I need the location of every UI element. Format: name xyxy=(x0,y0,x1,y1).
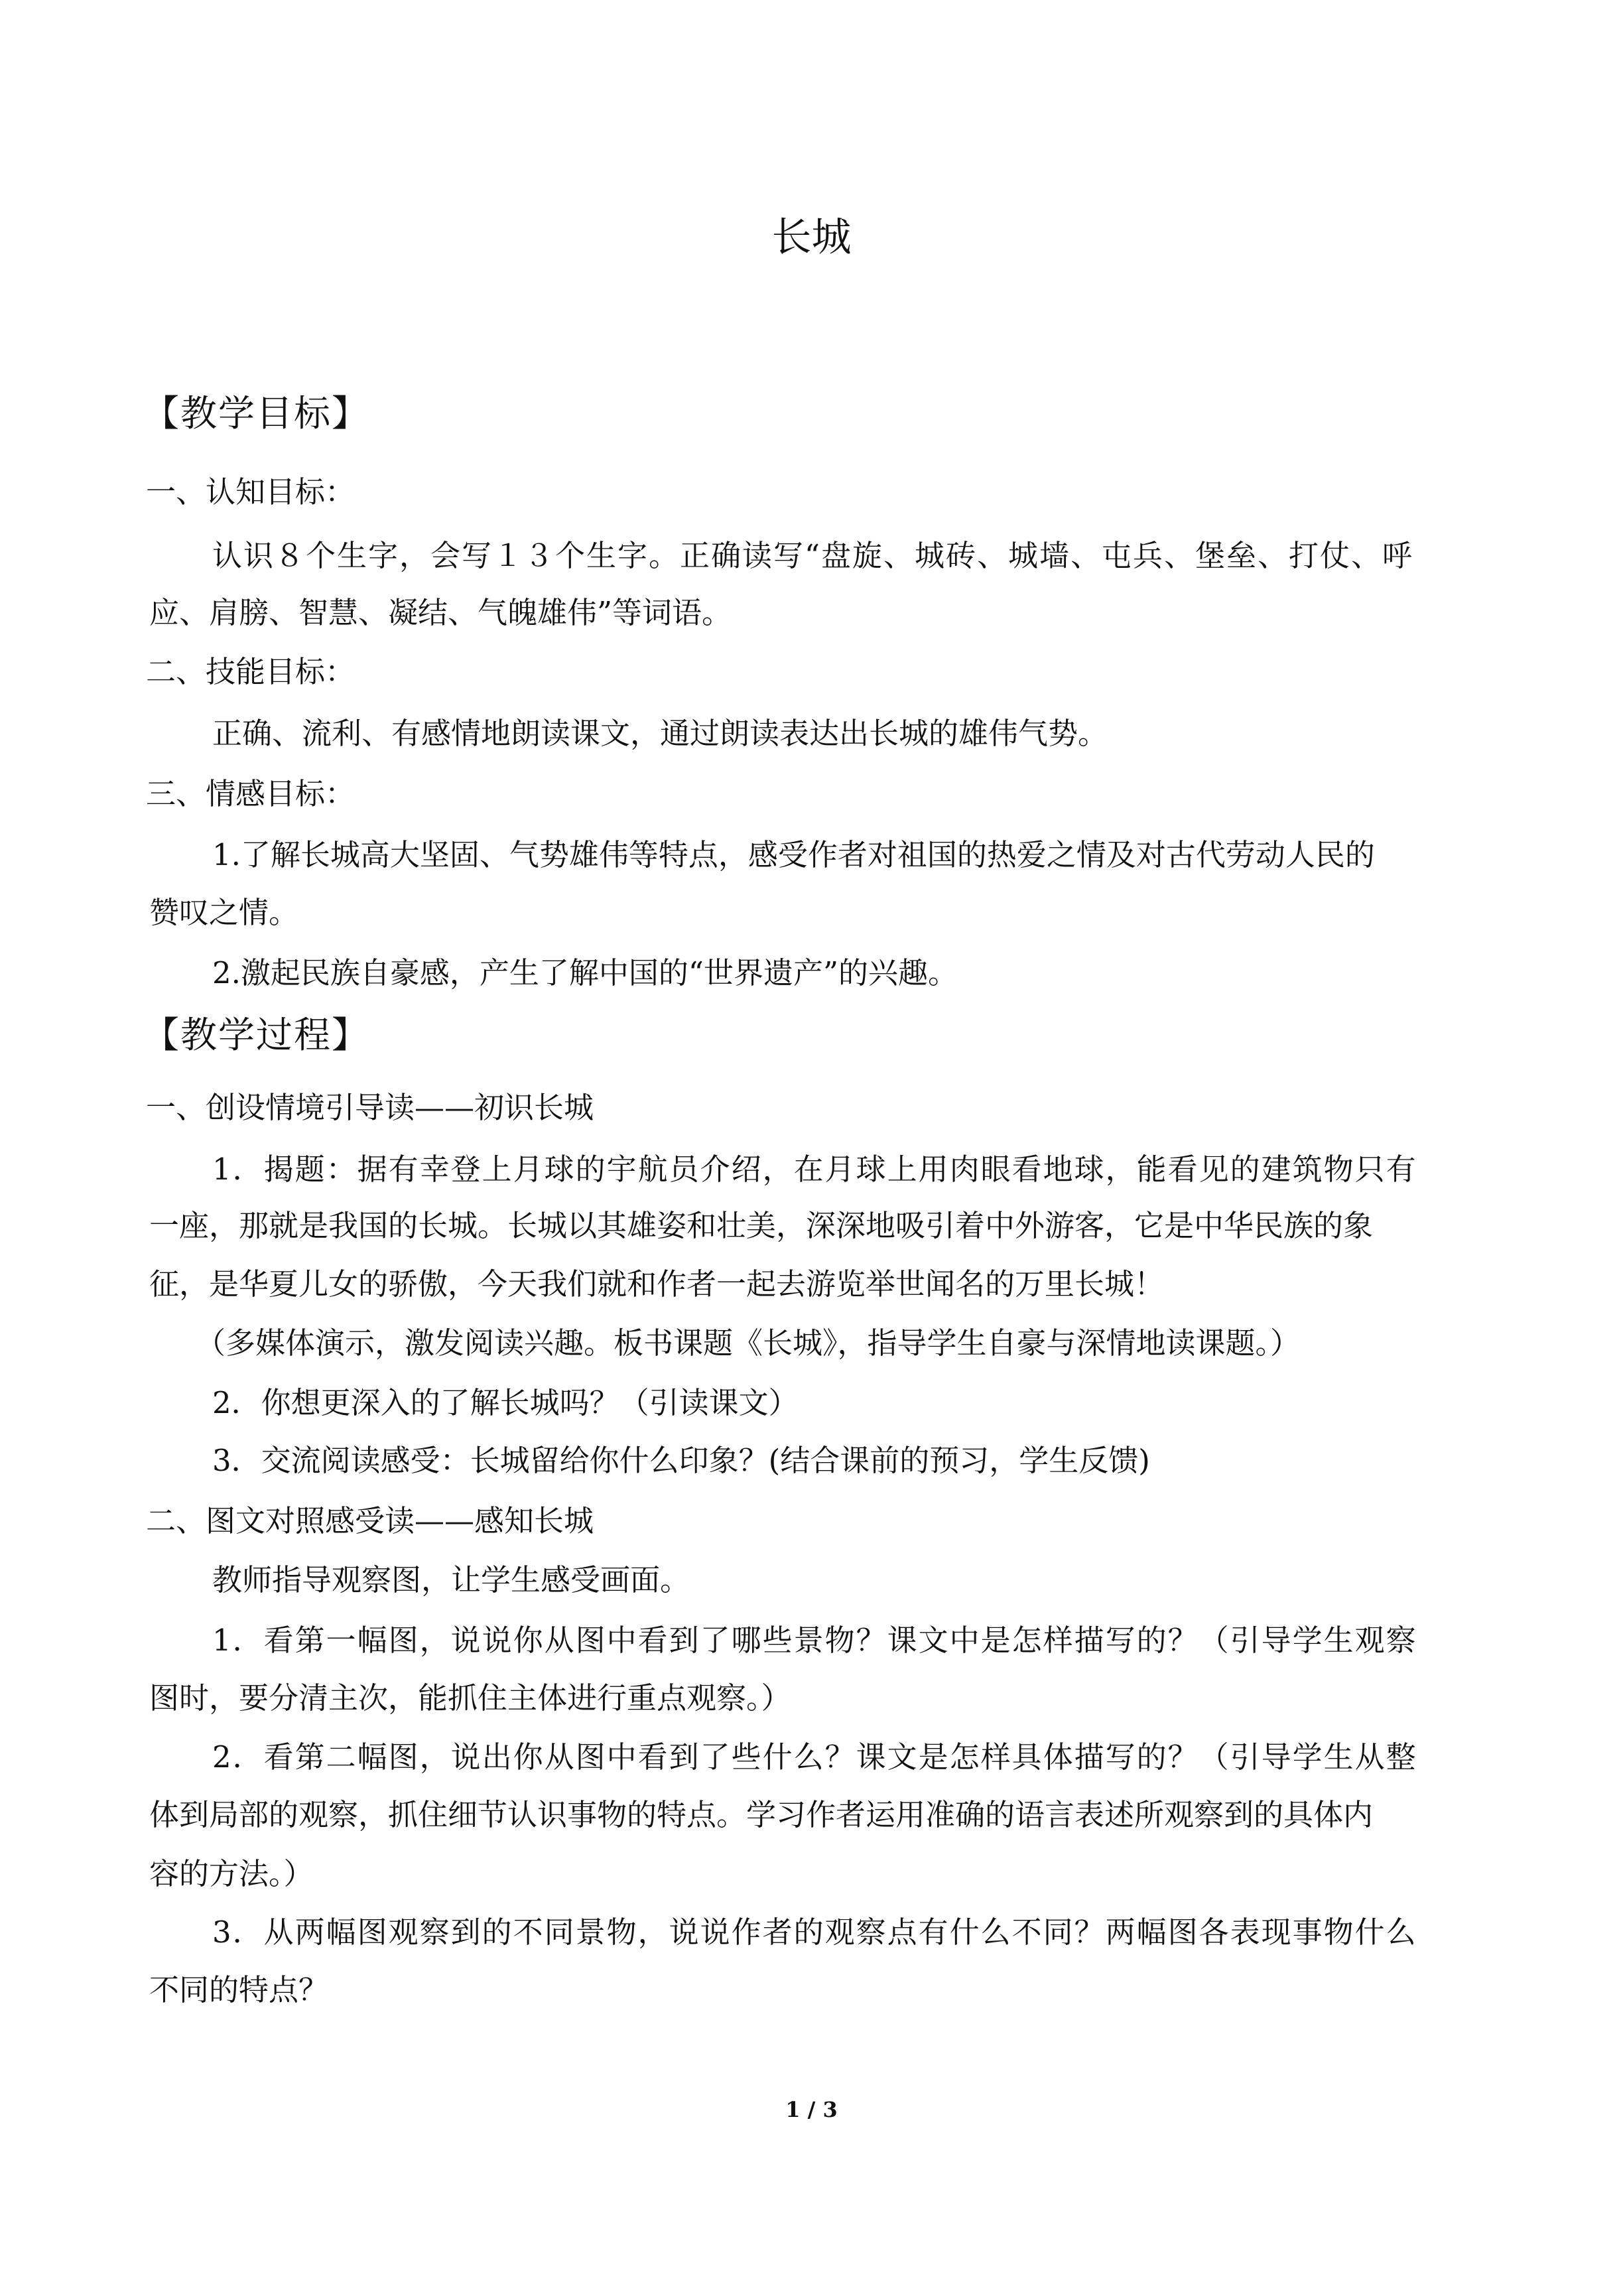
process-part2-intro: 教师指导观察图，让学生感受画面。 xyxy=(212,1562,690,1597)
process-part2-item1-line-2: 图时，要分清主次，能抓住主体进行重点观察。） xyxy=(149,1680,791,1716)
process-part1-item3: 3．交流阅读感受：长城留给你什么印象？(结合课前的预习，学生反馈) xyxy=(212,1443,1150,1478)
process-part2-item2-line-1: 2．看第二幅图，说出你从图中看到了些什么？课文是怎样具体描写的？（引导学生从整 xyxy=(212,1739,1417,1775)
process-part2-item3-line-2: 不同的特点？ xyxy=(149,1972,329,2007)
process-part2-heading: 二、图文对照感受读——感知长城 xyxy=(146,1503,594,1538)
cognitive-objective-heading: 一、认知目标： xyxy=(146,474,356,509)
process-part1-item1-line-3: 征，是华夏儿女的骄傲，今天我们就和作者一起去游览举世闻名的万里长城！ xyxy=(149,1266,1165,1302)
process-part1-item1-line-2: 一座，那就是我国的长城。长城以其雄姿和壮美，深深地吸引着中外游客，它是中华民族的象 xyxy=(149,1208,1374,1243)
process-part2-item3-line-1: 3．从两幅图观察到的不同景物，说说作者的观察点有什么不同？两幅图各表现事物什么 xyxy=(212,1915,1417,1950)
process-part1-note: （多媒体演示，激发阅读兴趣。板书课题《长城》，指导学生自豪与深情地读课题。） xyxy=(196,1325,1301,1361)
emotion-objective-heading: 三、情感目标： xyxy=(146,776,356,811)
cognitive-objective-line-1: 认识８个生字，会写１３个生字。正确读写“盘旋、城砖、城墙、屯兵、堡垒、打仗、呼 xyxy=(212,538,1414,573)
process-part1-heading: 一、创设情境引导读——初识长城 xyxy=(146,1090,594,1125)
emotion-objective-item1-line-1: 1.了解长城高大坚固、气势雄伟等特点，感受作者对祖国的热爱之情及对古代劳动人民的 xyxy=(212,837,1375,872)
process-part2-item2-line-2: 体到局部的观察，抓住细节认识事物的特点。学习作者运用准确的语言表述所观察到的具体内 xyxy=(149,1797,1374,1832)
skill-objective-line-1: 正确、流利、有感情地朗读课文，通过朗读表达出长城的雄伟气势。 xyxy=(212,716,1108,751)
page-number: 1 / 3 xyxy=(785,2097,838,2122)
emotion-objective-item1-line-2: 赞叹之情。 xyxy=(149,895,299,930)
process-part1-item2: 2．你想更深入的了解长城吗？（引读课文） xyxy=(212,1385,799,1420)
process-part2-item2-line-3: 容的方法。） xyxy=(149,1856,314,1891)
cognitive-objective-line-2: 应、肩膀、智慧、凝结、气魄雄伟”等词语。 xyxy=(149,595,732,630)
process-heading: 【教学过程】 xyxy=(143,1014,370,1056)
process-part2-item1-line-1: 1．看第一幅图，说说你从图中看到了哪些景物？课文中是怎样描写的？（引导学生观察 xyxy=(212,1623,1417,1658)
page-title: 长城 xyxy=(771,214,852,261)
skill-objective-heading: 二、技能目标： xyxy=(146,654,356,689)
emotion-objective-item2-line-1: 2.激起民族自豪感，产生了解中国的“世界遗产”的兴趣。 xyxy=(212,955,958,990)
process-part1-item1-line-1: 1．揭题：据有幸登上月球的宇航员介绍，在月球上用肉眼看地球，能看见的建筑物只有 xyxy=(212,1152,1417,1187)
objectives-heading: 【教学目标】 xyxy=(143,392,370,435)
